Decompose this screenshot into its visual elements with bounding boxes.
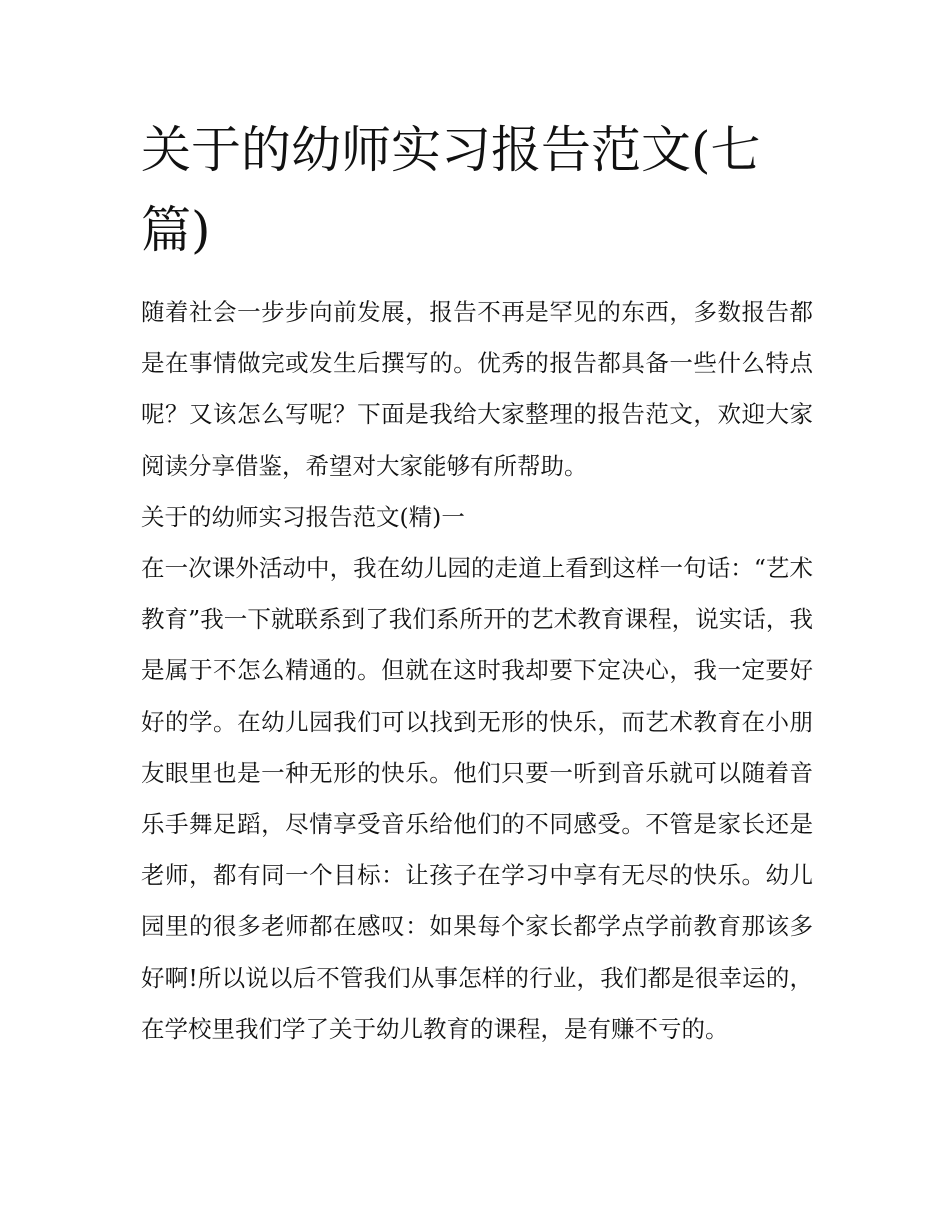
document-title: 关于的幼师实习报告范文(七篇) [141, 121, 761, 259]
body-paragraph: 在一次课外活动中，我在幼儿园的走道上看到这样一句话：“艺术教育”我一下就联系到了我们系所开的艺术教育课程，说实话，我是属于不怎么精通的。但就在这时我却要下定决心，我一定要好好的学。在幼儿园我们可以找到无形的快乐，而艺术教育在小朋友眼里也是一种无形的快乐。他们只要一听到音乐就可以随着音乐手舞足蹈，尽情享受音乐给他们的不同感受。不管是家长还是老师，都有同一个目标：让孩子在学习中享有无尽的快乐。幼儿园里的很多老师都在感叹：如果每个家长都学点学前教育那该多好啊!所以说以后不管我们从事怎样的行业，我们都是很幸运的，在学校里我们学了关于幼儿教育的课程，是有赚不亏的。 [141, 554, 813, 1043]
document-page [141, 110, 813, 1055]
section-heading: 关于的幼师实习报告范文(精)一 [141, 502, 465, 531]
intro-paragraph: 随着社会一步步向前发展，报告不再是罕见的东西，多数报告都是在事情做完或发生后撰写的。优秀的报告都具备一些什么特点呢？又该怎么写呢？下面是我给大家整理的报告范文，欢迎大家阅读分享借鉴，希望对大家能够有所帮助。 [141, 298, 813, 480]
